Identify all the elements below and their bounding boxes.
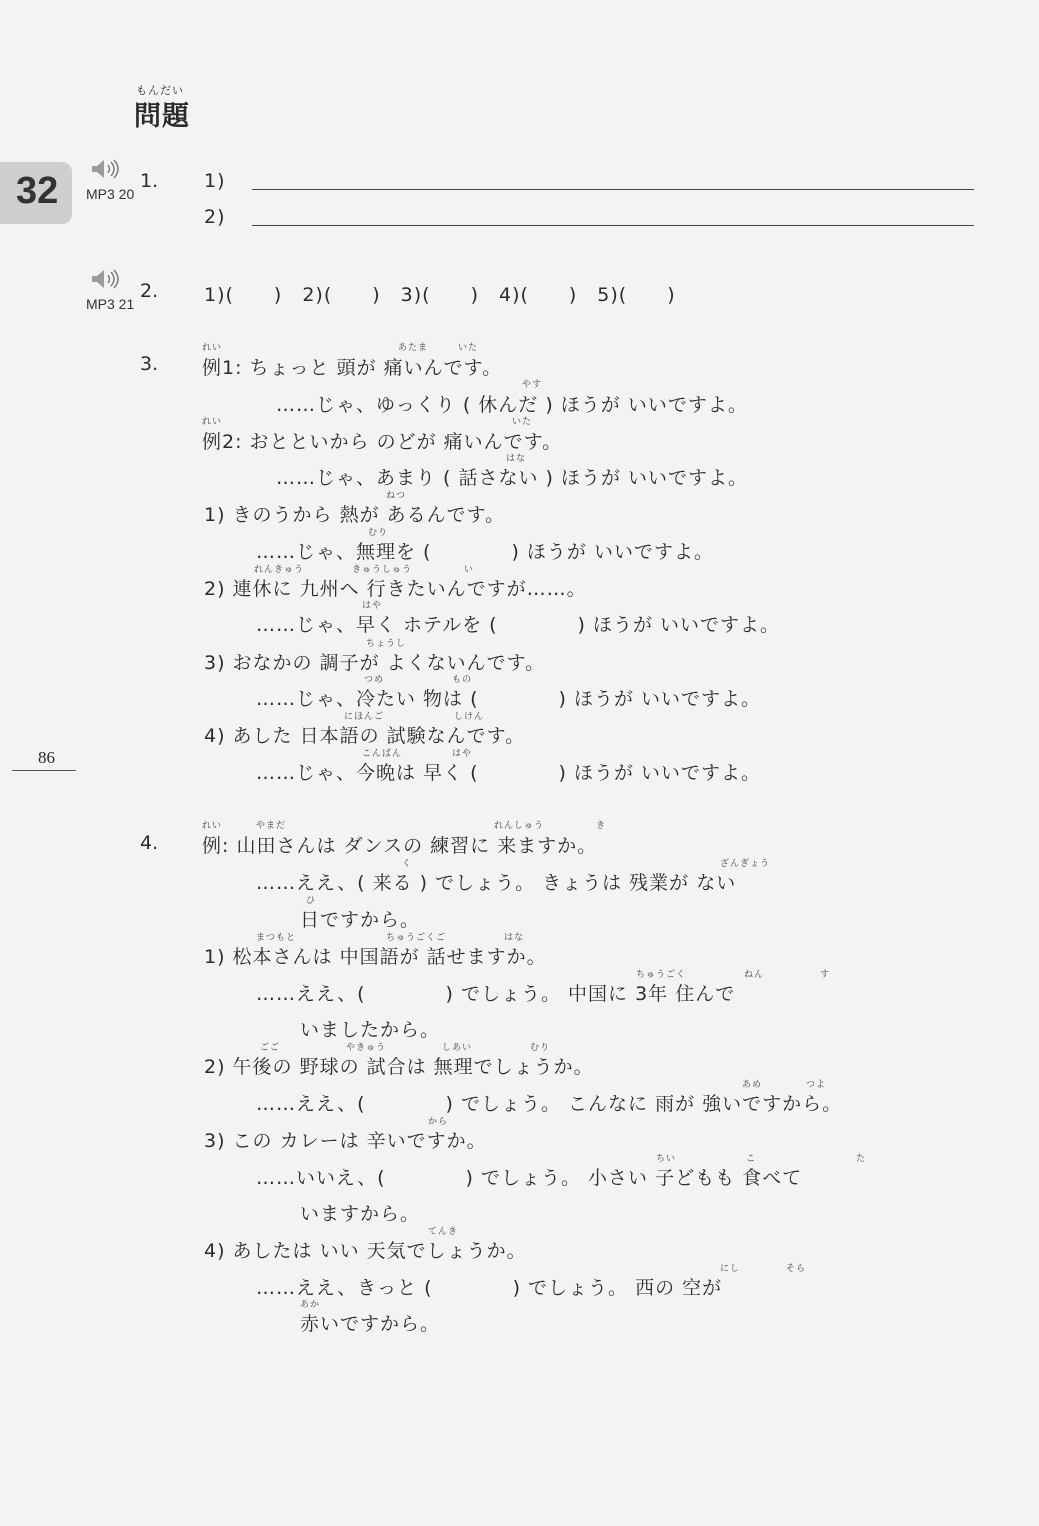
- exercise-response[interactable]: ……じゃ、今晩は 早く ( ) ほうが いいですよ。: [256, 762, 761, 784]
- exercise-prompt: 2) 連休に 九州へ 行きたいんですが……。: [204, 578, 587, 600]
- ruby: あめ: [742, 1080, 763, 1090]
- ruby: い: [464, 565, 475, 575]
- exercise-response-cont: いましたから。: [300, 1019, 441, 1041]
- ruby: いた: [458, 343, 479, 353]
- ruby: まつもと: [256, 933, 297, 943]
- example-response: ……ええ、( 来る ) でしょう。 きょうは 残業が ない: [256, 872, 737, 894]
- ruby: れい: [202, 821, 223, 831]
- ruby: むり: [368, 528, 389, 538]
- ruby: むり: [530, 1043, 551, 1053]
- exercise-response[interactable]: ……ええ、( ) でしょう。 こんなに 雨が 強いですから。: [256, 1093, 843, 1115]
- audio-track-label: MP3 21: [86, 296, 135, 312]
- question-number: 4.: [140, 832, 159, 854]
- ruby: しけん: [454, 712, 485, 722]
- page-number: 86: [38, 748, 55, 767]
- ruby: ちゅうごくご: [386, 933, 447, 943]
- exercise-response[interactable]: ……じゃ、早く ホテルを ( ) ほうが いいですよ。: [256, 614, 781, 636]
- ruby: はや: [452, 749, 473, 759]
- exercise-prompt: 1) きのうから 熱が あるんです。: [204, 504, 506, 526]
- exercise-response[interactable]: ……ええ、きっと ( ) でしょう。 西の 空が: [256, 1277, 723, 1299]
- ruby: やまだ: [256, 821, 287, 831]
- ruby: ごご: [260, 1043, 281, 1053]
- ruby: にし: [720, 1264, 741, 1274]
- exercise-prompt: 1) 松本さんは 中国語が 話せますか。: [204, 946, 547, 968]
- ruby: はな: [506, 454, 527, 464]
- ruby: そら: [786, 1264, 807, 1274]
- ruby: にほんご: [344, 712, 385, 722]
- ruby: こんばん: [362, 749, 403, 759]
- exercise-response-cont: いますから。: [300, 1203, 421, 1225]
- ruby: やす: [522, 380, 543, 390]
- exercise-response[interactable]: ……じゃ、無理を ( ) ほうが いいですよ。: [256, 541, 714, 563]
- ruby: く: [402, 859, 413, 869]
- ruby: れんしゅう: [494, 821, 545, 831]
- exercise-prompt: 3) おなかの 調子が よくないんです。: [204, 652, 546, 674]
- ruby: こ: [746, 1154, 757, 1164]
- page-number-rule: [12, 770, 76, 771]
- example-sentence: 例1: ちょっと 頭が 痛いんです。: [202, 357, 503, 379]
- ruby: しあい: [442, 1043, 473, 1053]
- ruby: はな: [504, 933, 525, 943]
- example-response-cont: 日ですから。: [300, 909, 421, 931]
- ruby: もの: [452, 675, 473, 685]
- ruby: いた: [512, 417, 533, 427]
- ruby: てんき: [428, 1227, 459, 1237]
- example-sentence: 例2: おとといから のどが 痛いんです。: [202, 431, 563, 453]
- ruby: れんきゅう: [254, 565, 305, 575]
- ruby: ちょうし: [366, 639, 407, 649]
- speaker-icon[interactable]: [90, 268, 120, 290]
- page-title: 問題: [134, 101, 190, 132]
- ruby: から: [428, 1117, 449, 1127]
- question-number: 1.: [140, 170, 159, 192]
- ruby: れい: [202, 417, 223, 427]
- ruby: ねん: [744, 970, 765, 980]
- example-sentence: 例: 山田さんは ダンスの 練習に 来ますか。: [202, 835, 598, 857]
- question-number: 3.: [140, 353, 159, 375]
- unit-number: 32: [16, 170, 59, 212]
- ruby: やきゅう: [346, 1043, 387, 1053]
- ruby: きゅうしゅう: [352, 565, 413, 575]
- ruby: あたま: [398, 343, 429, 353]
- exercise-prompt: 2) 午後の 野球の 試合は 無理でしょうか。: [204, 1056, 594, 1078]
- exercise-response[interactable]: ……いいえ、( ) でしょう。 小さい 子どもも 食べて: [256, 1167, 803, 1189]
- example-response: ……じゃ、ゆっくり ( 休んだ ) ほうが いいですよ。: [276, 394, 748, 416]
- example-response: ……じゃ、あまり ( 話さない ) ほうが いいですよ。: [276, 467, 749, 489]
- answer-line[interactable]: [252, 189, 974, 190]
- ruby: ねつ: [386, 491, 407, 501]
- ruby: はや: [362, 601, 383, 611]
- title-ruby: もんだい: [136, 84, 184, 97]
- ruby: た: [856, 1154, 867, 1164]
- exercise-prompt: 4) あした 日本語の 試験なんです。: [204, 725, 526, 747]
- exercise-response-cont: 赤いですから。: [300, 1313, 441, 1335]
- exercise-response[interactable]: ……ええ、( ) でしょう。 中国に 3年 住んで: [256, 983, 736, 1005]
- ruby: ちい: [656, 1154, 677, 1164]
- ruby: つめ: [364, 675, 385, 685]
- answer-blanks[interactable]: 1)( ) 2)( ) 3)( ) 4)( ) 5)( ): [204, 284, 676, 306]
- exercise-response[interactable]: ……じゃ、冷たい 物は ( ) ほうが いいですよ。: [256, 688, 761, 710]
- ruby: す: [820, 970, 831, 980]
- answer-line[interactable]: [252, 225, 974, 226]
- exercise-prompt: 4) あしたは いい 天気でしょうか。: [204, 1240, 527, 1262]
- answer-item-label: 1): [204, 170, 226, 192]
- answer-item-label: 2): [204, 206, 226, 228]
- ruby: あか: [300, 1300, 321, 1310]
- ruby: れい: [202, 343, 223, 353]
- ruby: ちゅうごく: [636, 970, 687, 980]
- audio-track-label: MP3 20: [86, 186, 135, 202]
- ruby: つよ: [806, 1080, 827, 1090]
- ruby: き: [596, 821, 607, 831]
- exercise-prompt: 3) この カレーは 辛いですか。: [204, 1130, 487, 1152]
- ruby: ひ: [306, 896, 317, 906]
- speaker-icon[interactable]: [90, 158, 120, 180]
- ruby: ざんぎょう: [720, 859, 771, 869]
- question-number: 2.: [140, 280, 159, 302]
